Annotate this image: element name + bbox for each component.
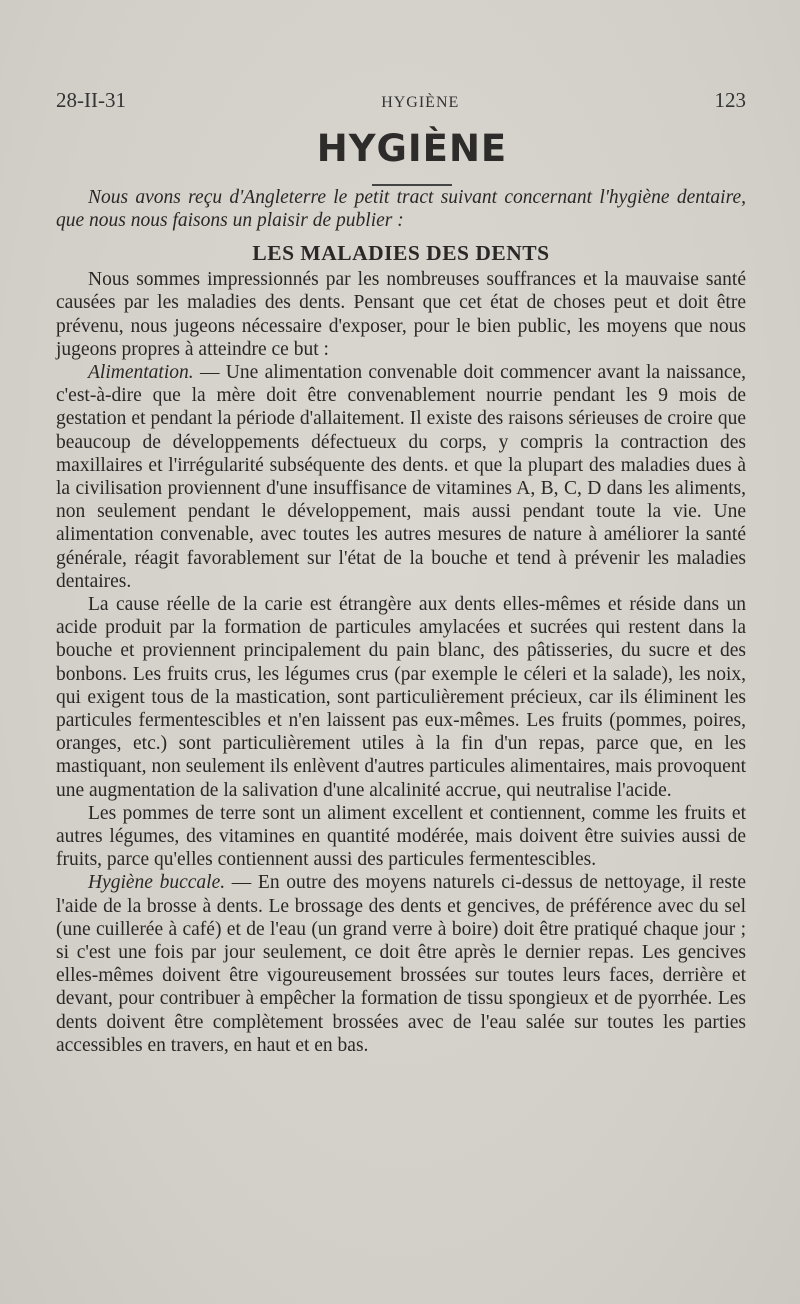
paragraph-4 (56, 802, 746, 872)
paragraph-text: La cause réelle de la carie est étrangère aux dents elles-mêmes et réside dans un acide produit par la formation de particules amylacées et sucrées qui restent dans la bouche et proviennent principalement du pain blanc, des pâtisseries, du sucre et des bonbons. Les fruits crus, les légumes crus (par exemple le céleri et la salade), les noix, qui exigent tous de la mastication, sont particulièrement précieux, car ils éliminent les particules fermentescibles et n'en laissent pas eux-mêmes. Les fruits (pommes, poires, oranges, etc.) sont particulièrement utiles à la fin d'un repas, parce que, en les mastiquant, non seulement ils enlèvent d'autres particules alimentaires, mais provoquent une augmentation de la salivation d'une alcalinité accrue, qui neutralise l'acide. (56, 593, 746, 801)
paragraph-text: — En outre des moyens naturels ci-dessus de nettoyage, il reste l'aide de la brosse à dents. Le brossage des dents et gencives, de préférence avec du sel (une cuillerée à café) et de l'eau (un grand verre à boire) doit être pratiqué chaque jour ; si c'est une fois par jour seulement, ce doit être après le dernier repas. Les gencives elles-mêmes doivent être vigoureusement brossées sur toutes leurs faces, derrière et devant, pour contribuer à empêcher la formation de tissu spongieux et de pyorrhée. Les dents doivent être complètement brossées avec de l'eau salée sur toutes les parties accessibles en travers, en haut et en bas. (56, 872, 746, 1056)
article-body (56, 186, 746, 1057)
running-head (56, 88, 746, 113)
paragraph-text: — Une alimentation convenable doit commencer avant la naissance, c'est-à-dire que la mère doit être convenablement nourrie pendant les 9 mois de gestation et pendant la période d'allaitement. Il existe des raisons sérieuses de croire que beaucoup de développements défectueux du corps, y compris la contraction des maxillaires et l'irrégularité subséquente des dents. et que la plupart des maladies dues à la civilisation proviennent d'une insuffisance de vitamines A, B, C, D dans les aliments, non seulement pendant le développement, mais aussi pendant toute la vie. Une alimentation convenable, avec toutes les autres mesures de nature à améliorer la santé générale, réagit favorablement sur l'état de la bouche et tend à prévenir les maladies dentaires. (56, 361, 746, 592)
intro-paragraph: Nous avons reçu d'Angleterre le petit tract suivant concernant l'hygiène dentaire, que nous nous faisons un plaisir de publier : (56, 186, 746, 231)
paragraph-lead: Alimentation. (88, 361, 194, 383)
page-title: HYGIÈNE (316, 127, 508, 170)
page (56, 88, 746, 1057)
paragraph-text: Les pommes de terre sont un aliment excellent et contiennent, comme les fruits et autres légumes, des vitamines en quantité modérée, mais doivent être suivies aussi de fruits, parce qu'elles contiennent aussi des particules fermentescibles. (56, 802, 746, 871)
paragraph-1 (56, 268, 746, 361)
paragraph-5 (56, 871, 746, 1057)
paragraph-lead: Hygiène buccale. (88, 872, 226, 894)
running-head-title: HYGIÈNE (381, 94, 460, 111)
page-number: 123 (714, 88, 746, 112)
running-head-date: 28-II-31 (56, 88, 126, 112)
paragraph-3 (56, 593, 746, 802)
section-title: LES MALADIES DES DENTS (252, 241, 550, 266)
paragraph-2 (56, 361, 746, 593)
paragraph-text: Nous sommes impressionnés par les nombreuses souffrances et la mauvaise santé causées par les maladies des dents. Pensant que cet état de choses peut et doit être prévenu, nous jugeons nécessaire d'exposer, pour le bien public, les moyens que nous jugeons propres à atteindre ce but : (56, 269, 746, 360)
